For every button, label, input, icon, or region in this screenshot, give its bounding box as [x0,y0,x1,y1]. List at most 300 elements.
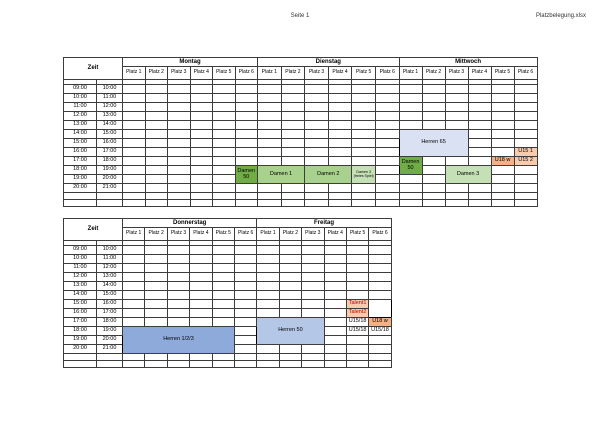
grid-cell [305,103,329,112]
time-from: 14:00 [64,291,97,300]
grid-cell [302,354,324,361]
grid-cell [190,112,213,121]
grid-cell [234,300,256,309]
grid-cell [514,200,537,207]
grid-cell [369,354,391,361]
grid-cell [279,300,301,309]
grid-cell [375,103,399,112]
platz-header: Platz 4 [190,228,212,241]
day-header-mittwoch: Mittwoch [399,58,537,67]
grid-cell [145,309,167,318]
time-from: 11:00 [64,264,97,273]
grid-cell [234,336,256,345]
booking-u15-2: U15 2 [514,157,537,166]
grid-cell [145,300,167,309]
grid-cell [64,361,97,368]
time-to: 17:00 [97,148,123,157]
grid-cell [234,264,256,273]
grid-cell [235,148,258,157]
grid-cell [258,157,282,166]
time-to: 16:00 [97,300,123,309]
grid-cell [422,184,445,193]
grid-cell [346,255,368,264]
time-from: 12:00 [64,112,97,121]
time-to: 10:00 [97,85,123,94]
time-from: 15:00 [64,300,97,309]
grid-cell [281,103,305,112]
booking-u18w-freitag: U18 w [369,318,391,327]
grid-cell [167,318,189,327]
grid-cell [305,157,329,166]
time-from: 20:00 [64,184,97,193]
platz-header: Platz 1 [258,67,282,80]
grid-cell [514,175,537,184]
grid-cell [123,300,145,309]
grid-cell [235,94,258,103]
grid-cell [213,175,236,184]
platz-header: Platz 3 [167,228,189,241]
grid-cell [302,273,324,282]
grid-cell [491,94,514,103]
day-header-freitag: Freitag [257,219,391,228]
time-to: 21:00 [97,345,123,354]
grid-cell [324,300,346,309]
grid-cell [234,246,256,255]
grid-cell [168,200,191,207]
zeit-header: Zeit [64,219,123,241]
time-from: 10:00 [64,255,97,264]
grid-cell [346,264,368,273]
grid-cell [212,255,234,264]
grid-cell [258,139,282,148]
grid-cell [305,130,329,139]
grid-cell [468,148,491,157]
booking-damen2: Damen 2 [305,166,352,184]
grid-cell [190,291,212,300]
grid-cell [123,175,146,184]
platz-header: Platz 5 [212,228,234,241]
grid-cell [145,184,168,193]
grid-cell [190,193,213,200]
platz-header: Platz 4 [190,67,213,80]
grid-cell [167,273,189,282]
grid-cell [190,85,213,94]
grid-cell [213,94,236,103]
grid-cell [375,166,399,175]
time-from: 15:00 [64,139,97,148]
grid-cell [212,309,234,318]
day-header-donnerstag: Donnerstag [123,219,257,228]
grid-cell [468,193,491,200]
grid-cell [399,200,422,207]
time-from: 09:00 [64,85,97,94]
grid-cell [328,139,352,148]
grid-cell [514,193,537,200]
grid-cell [352,121,376,130]
platz-header: Platz 6 [375,67,399,80]
grid-cell [352,112,376,121]
grid-cell [324,361,346,368]
grid-cell [213,166,236,175]
grid-cell [445,193,468,200]
time-to: 19:00 [97,166,123,175]
time-from: 20:00 [64,345,97,354]
grid-cell [369,361,391,368]
grid-cell [514,121,537,130]
grid-cell [514,184,537,193]
grid-cell [145,318,167,327]
grid-cell [145,148,168,157]
grid-cell [168,148,191,157]
grid-cell [145,157,168,166]
grid-cell [145,354,167,361]
grid-cell [123,309,145,318]
grid-cell [279,282,301,291]
grid-cell [468,121,491,130]
grid-cell [123,273,145,282]
grid-cell [399,175,422,184]
grid-cell [190,300,212,309]
grid-cell [279,264,301,273]
grid-cell [514,85,537,94]
grid-cell [468,200,491,207]
grid-cell [328,200,352,207]
grid-cell [445,112,468,121]
grid-cell [190,157,213,166]
grid-cell [123,264,145,273]
time-from: 17:00 [64,318,97,327]
grid-cell [422,193,445,200]
grid-cell [234,345,256,354]
grid-cell [352,130,376,139]
grid-cell [123,255,145,264]
grid-cell [445,94,468,103]
booking-u15-18-fr6-18: U15/18 [369,327,391,336]
grid-cell [258,103,282,112]
grid-cell [324,327,346,336]
grid-cell [190,354,212,361]
platz-header: Platz 2 [281,67,305,80]
grid-cell [352,200,376,207]
grid-cell [145,291,167,300]
grid-cell [190,175,213,184]
grid-cell [281,193,305,200]
grid-cell [468,112,491,121]
grid-cell [212,282,234,291]
grid-cell [375,200,399,207]
platz-header: Platz 5 [491,67,514,80]
grid-cell [302,264,324,273]
booking-herren65: Herren 65 [399,130,468,157]
grid-cell [258,130,282,139]
grid-cell [399,121,422,130]
grid-cell [234,354,256,361]
grid-cell [445,121,468,130]
platz-header: Platz 2 [422,67,445,80]
grid-cell [257,361,279,368]
grid-cell [145,273,167,282]
platz-header: Platz 6 [514,67,537,80]
grid-cell [514,103,537,112]
grid-cell [212,300,234,309]
grid-cell [123,193,146,200]
grid-cell [305,148,329,157]
time-from: 16:00 [64,148,97,157]
grid-cell [369,273,391,282]
grid-cell [369,291,391,300]
grid-cell [422,166,445,175]
zeit-header: Zeit [64,58,123,80]
grid-cell [64,200,97,207]
grid-cell [258,200,282,207]
grid-cell [468,184,491,193]
grid-cell [167,291,189,300]
grid-cell [514,166,537,175]
grid-cell [399,103,422,112]
grid-cell [324,345,346,354]
platz-header: Platz 6 [234,228,256,241]
grid-cell [324,291,346,300]
booking-damen50-montag: Damen 50 [235,166,258,184]
grid-cell [281,200,305,207]
time-to: 12:00 [97,103,123,112]
grid-cell [190,184,213,193]
grid-cell [281,130,305,139]
grid-cell [190,139,213,148]
time-to: 18:00 [97,318,123,327]
grid-cell [346,291,368,300]
grid-cell [346,246,368,255]
grid-cell [302,246,324,255]
grid-cell [352,103,376,112]
grid-cell [352,148,376,157]
grid-cell [168,175,191,184]
grid-cell [375,148,399,157]
grid-cell [123,94,146,103]
grid-cell [235,103,258,112]
grid-cell [145,85,168,94]
grid-cell [328,94,352,103]
grid-cell [257,246,279,255]
grid-cell [514,130,537,139]
grid-cell [213,157,236,166]
grid-cell [212,264,234,273]
time-to: 13:00 [97,273,123,282]
grid-cell [145,200,168,207]
grid-cell [235,200,258,207]
grid-cell [445,103,468,112]
grid-cell [491,103,514,112]
time-from: 18:00 [64,166,97,175]
grid-cell [328,157,352,166]
grid-cell [375,121,399,130]
grid-cell [279,273,301,282]
platz-header: Platz 3 [302,228,324,241]
grid-cell [491,148,514,157]
grid-cell [305,85,329,94]
grid-cell [281,121,305,130]
grid-cell [257,273,279,282]
time-from: 13:00 [64,282,97,291]
grid-cell [369,336,391,345]
booking-talent2: Talent2 [346,309,368,318]
grid-cell [369,255,391,264]
grid-cell [190,103,213,112]
booking-damen3-freies-spiel: Damen 3 (freies Spiel) [352,166,376,184]
grid-cell [235,193,258,200]
grid-cell [123,354,145,361]
grid-cell [305,121,329,130]
grid-cell [213,139,236,148]
time-to: 14:00 [97,282,123,291]
grid-cell [123,184,146,193]
time-to: 15:00 [97,291,123,300]
platz-header: Platz 1 [123,67,146,80]
time-to: 16:00 [97,139,123,148]
grid-cell [422,85,445,94]
grid-cell [257,291,279,300]
grid-cell [145,361,167,368]
grid-cell [491,200,514,207]
grid-cell [168,130,191,139]
grid-cell [491,121,514,130]
grid-cell [168,103,191,112]
grid-cell [305,112,329,121]
grid-cell [213,130,236,139]
grid-cell [123,291,145,300]
booking-damen1: Damen 1 [258,166,305,184]
grid-cell [302,361,324,368]
grid-cell [168,193,191,200]
booking-damen50-mittwoch: Damen 50 [399,157,422,175]
platz-header: Platz 3 [305,67,329,80]
grid-cell [145,255,167,264]
grid-cell [234,282,256,291]
grid-cell [168,139,191,148]
grid-cell [235,130,258,139]
grid-cell [279,246,301,255]
platz-header: Platz 5 [213,67,236,80]
grid-cell [258,85,282,94]
grid-cell [167,264,189,273]
file-name: Platzbelegung.xlsx [535,13,586,19]
grid-cell [123,166,146,175]
grid-cell [514,112,537,121]
grid-cell [168,121,191,130]
grid-cell [145,246,167,255]
grid-cell [258,112,282,121]
grid-cell [190,318,212,327]
time-to: 10:00 [97,246,123,255]
grid-cell [422,200,445,207]
grid-cell [399,94,422,103]
grid-cell [324,282,346,291]
grid-cell [257,300,279,309]
grid-cell [468,130,491,139]
time-from: 19:00 [64,175,97,184]
grid-cell [235,112,258,121]
grid-cell [422,121,445,130]
grid-cell [328,121,352,130]
grid-cell [213,103,236,112]
grid-cell [279,291,301,300]
grid-cell [279,309,301,318]
grid-cell [145,175,168,184]
time-to: 20:00 [97,336,123,345]
grid-cell [491,130,514,139]
grid-cell [167,354,189,361]
grid-cell [168,184,191,193]
grid-cell [514,139,537,148]
grid-cell [399,184,422,193]
grid-cell [168,166,191,175]
grid-cell [375,193,399,200]
grid-cell [328,184,352,193]
grid-cell [305,184,329,193]
grid-cell [324,309,346,318]
grid-cell [445,85,468,94]
grid-cell [375,112,399,121]
grid-cell [168,157,191,166]
grid-cell [168,94,191,103]
platz-header: Platz 4 [468,67,491,80]
grid-cell [190,148,213,157]
grid-cell [235,184,258,193]
grid-cell [145,264,167,273]
grid-cell [302,282,324,291]
grid-cell [145,282,167,291]
time-to: 20:00 [97,175,123,184]
grid-cell [328,103,352,112]
grid-cell [213,184,236,193]
grid-cell [369,264,391,273]
grid-cell [302,345,324,354]
grid-cell [375,157,399,166]
grid-cell [123,318,145,327]
grid-cell [302,300,324,309]
grid-cell [352,157,376,166]
grid-cell [190,264,212,273]
grid-cell [279,354,301,361]
grid-cell [235,157,258,166]
grid-cell [235,85,258,94]
booking-damen3-mittwoch: Damen 3 [445,166,491,184]
time-to: 18:00 [97,157,123,166]
grid-cell [190,255,212,264]
time-to: 15:00 [97,130,123,139]
time-from: 12:00 [64,273,97,282]
grid-cell [328,148,352,157]
grid-cell [468,157,491,166]
grid-cell [281,139,305,148]
grid-cell [258,184,282,193]
grid-cell [167,361,189,368]
grid-cell [257,255,279,264]
grid-cell [97,354,123,361]
grid-cell [234,291,256,300]
time-from: 10:00 [64,94,97,103]
grid-cell [168,85,191,94]
schedule-table-thu-fri [63,218,392,368]
grid-cell [145,112,168,121]
grid-cell [145,193,168,200]
grid-cell [281,85,305,94]
grid-cell [305,139,329,148]
booking-talent1: Talent1 [346,300,368,309]
grid-cell [302,291,324,300]
grid-cell [123,121,146,130]
grid-cell [328,193,352,200]
